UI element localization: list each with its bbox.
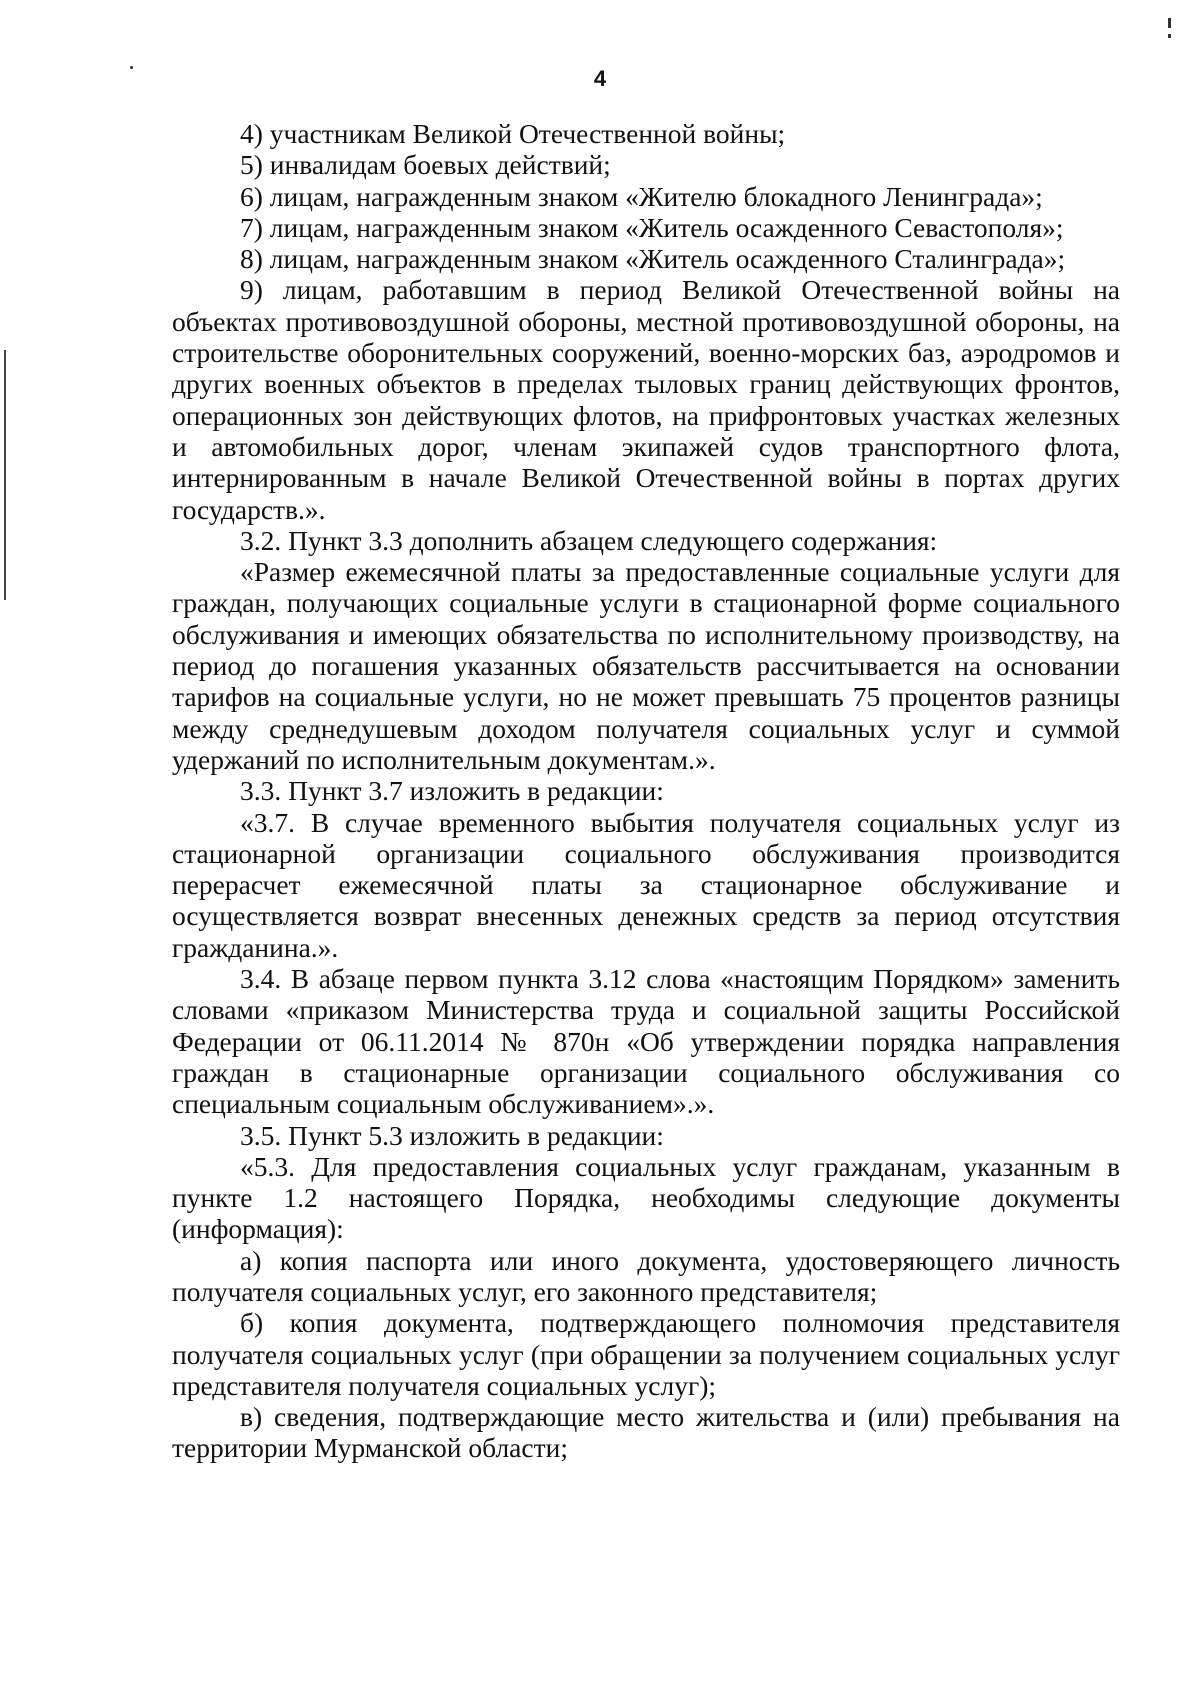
paragraph-3-2-heading: 3.2. Пункт 3.3 дополнить абзацем следующего содержания: [240,524,938,556]
paragraph-item-4: 4) участникам Великой Отечественной войны; [240,118,786,149]
paragraph-item-9: 9) лицам, работавшим в период Великой Отечественной войны на объектах противовоздушной обороны, местной противовоздушной обороны, на строительстве оборонительных сооружений, военно-морских баз, аэродромов и других военных объектов в пределах тыловых границ действующих фронтов, операционных зон действующих флотов, на прифронтовых участках железных и автомобильных дорог, членам экипажей судов транспортного флота, интернированным в начале Великой Отечественной войны в портах других государств.». [172,274,1120,525]
paragraph-5-3-text: «5.3. Для предоставления социальных услуг гражданам, указанным в пункте 1.2 настоящего Порядка, необходимы следующие документы (информация): [172,1150,1120,1245]
paragraph-item-5: 5) инвалидам боевых действий; [240,149,611,181]
paragraph-3-2-text: «Размер ежемесячной платы за предоставленные социальные услуги для граждан, получающих социальные услуги в стационарной форме социального обслуживания и имеющих обязательства по исполнительному производству, на период до погашения указанных обязательств рассчитывается на основании тарифов на социальные услуги, но не может превышать 75 процентов разницы между среднедушевым доходом получателя социальных услуг и суммой удержаний по исполнительным документам.». [172,556,1120,775]
paragraph-3-3-heading: 3.3. Пункт 3.7 изложить в редакции: [240,775,664,807]
scan-dot [1168,18,1171,28]
scan-edge-mark [4,350,6,600]
document-body [172,118,1120,1464]
paragraph-item-8: 8) лицам, награжденным знаком «Житель осажденного Сталинграда»; [240,243,1066,275]
paragraph-item-6: 6) лицам, награжденным знаком «Жителю блокадного Ленинграда»; [240,180,1043,212]
paragraph-3-3-text: «3.7. В случае временного выбытия получателя социальных услуг из стационарной организации социального обслуживания производится перерасчет ежемесячной платы за стационарное обслуживание и осуществляется возврат внесенных денежных средств за период отсутствия гражданина.». [172,806,1120,963]
paragraph-3-5-heading: 3.5. Пункт 5.3 изложить в редакции: [240,1119,664,1151]
paragraph-3-4-text: 3.4. В абзаце первом пункта 3.12 слова «настоящим Порядком» заменить словами «приказом Министерства труда и социальной защиты Российской Федерации от 06.11.2014 № 870н «Об утверждении порядка направления граждан в стационарные организации социального обслуживания со специальным социальным обслуживанием».». [172,963,1120,1120]
paragraph-item-7: 7) лицам, награжденным знаком «Житель осажденного Севастополя»; [240,211,1064,243]
paragraph-item-v: в) сведения, подтверждающие место жительства и (или) пребывания на территории Мурманской области; [172,1401,1120,1464]
page-number: 4 [593,66,607,91]
scan-dot [1168,34,1171,38]
paragraph-item-a: а) копия паспорта или иного документа, удостоверяющего личность получателя социальных услуг, его законного представителя; [172,1244,1120,1307]
paragraph-item-b: б) копия документа, подтверждающего полномочия представителя получателя социальных услуг (при обращении за получением социальных услуг представителя получателя социальных услуг); [172,1307,1120,1401]
